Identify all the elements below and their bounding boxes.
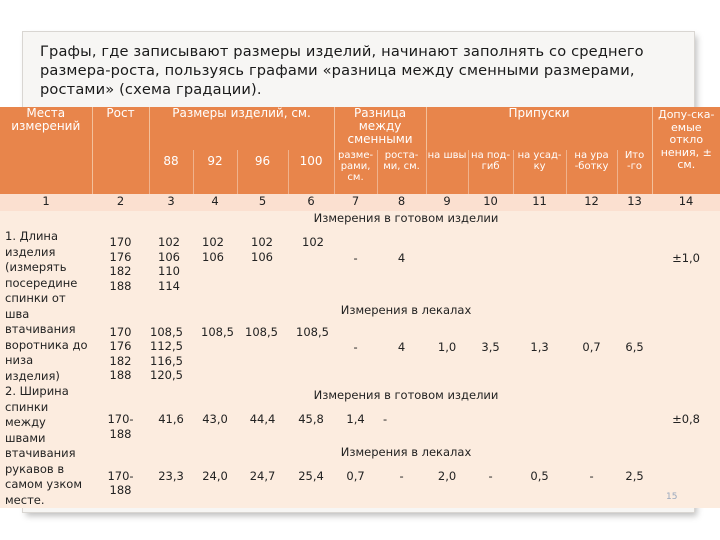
r4-tolerance bbox=[652, 465, 720, 508]
r3-size-88: 41,6 bbox=[149, 407, 193, 445]
r2-heights: 170 176 182 188 bbox=[92, 323, 149, 388]
r2-diff-sizes: - bbox=[334, 323, 377, 388]
r1-allow-shrink bbox=[513, 229, 566, 303]
col-number: 8 bbox=[377, 194, 426, 211]
col-number: 9 bbox=[426, 194, 468, 211]
header-tolerance: Допу-ска-емые откло нения, ± см. bbox=[652, 107, 720, 194]
r2-allow-trim: 0,7 bbox=[566, 323, 617, 388]
col-number: 1 bbox=[0, 194, 92, 211]
r1-tolerance: ±1,0 bbox=[652, 229, 720, 303]
col-number: 11 bbox=[513, 194, 566, 211]
r1-allow-total bbox=[617, 229, 652, 303]
r3-size-92: 43,0 bbox=[193, 407, 237, 445]
r1-allow-trim bbox=[566, 229, 617, 303]
col-number: 7 bbox=[334, 194, 377, 211]
r3-size-100: 45,8 bbox=[288, 407, 334, 445]
col-number: 10 bbox=[468, 194, 513, 211]
r1-diff-sizes: - bbox=[334, 229, 377, 303]
col-number: 12 bbox=[566, 194, 617, 211]
r4-allow-trim: - bbox=[566, 465, 617, 508]
r4-allow-total: 2,5 bbox=[617, 465, 652, 508]
header-allow-trim: на ура -ботку bbox=[566, 150, 617, 194]
r3-heights: 170- 188 bbox=[92, 407, 149, 445]
r4-allow-seams: 2,0 bbox=[426, 465, 468, 508]
col-number: 5 bbox=[237, 194, 288, 211]
r1-size-88: 102 106 110 114 bbox=[149, 229, 193, 303]
r3-allow-fold bbox=[468, 407, 513, 445]
band-patterns-1: Измерения в лекалах bbox=[92, 303, 720, 323]
col-number: 4 bbox=[193, 194, 237, 211]
r4-size-92: 24,0 bbox=[193, 465, 237, 508]
r1-allow-seams bbox=[426, 229, 468, 303]
header-diff-sizes: разме-рами, см. bbox=[334, 150, 377, 194]
r2-size-88: 108,5 112,5 116,5 120,5 bbox=[149, 323, 193, 388]
header-places: Места измерений bbox=[0, 107, 92, 194]
r2-size-92: 108,5 bbox=[193, 323, 237, 388]
header-allow-fold: на под-гиб bbox=[468, 150, 513, 194]
r2-allow-fold: 3,5 bbox=[468, 323, 513, 388]
col-number: 6 bbox=[288, 194, 334, 211]
measurements-table bbox=[0, 107, 720, 507]
r1-allow-fold bbox=[468, 229, 513, 303]
r3-allow-total bbox=[617, 407, 652, 445]
header-allowances: Припуски bbox=[426, 107, 652, 150]
item-2-label: 2. Ширина спинки между швами втачивания рукавов в самом узком месте. bbox=[5, 384, 82, 507]
r4-allow-fold: - bbox=[468, 465, 513, 508]
col-number: 14 bbox=[652, 194, 720, 211]
header-size-88: 88 bbox=[149, 150, 193, 194]
r2-size-100: 108,5 bbox=[288, 323, 334, 388]
header-height: Рост bbox=[92, 107, 149, 194]
r2-diff-heights: 4 bbox=[377, 323, 426, 388]
header-size-92: 92 bbox=[193, 150, 237, 194]
r4-size-100: 25,4 bbox=[288, 465, 334, 508]
header-diff-heights: роста-ми, см. bbox=[377, 150, 426, 194]
r3-allow-seams bbox=[426, 407, 468, 445]
r3-size-96: 44,4 bbox=[237, 407, 288, 445]
r2-allow-shrink: 1,3 bbox=[513, 323, 566, 388]
header-sizes: Размеры изделий, см. bbox=[149, 107, 334, 150]
r1-size-92: 102 106 bbox=[193, 229, 237, 303]
col-number: 2 bbox=[92, 194, 149, 211]
r3-tolerance: ±0,8 bbox=[652, 407, 720, 445]
r2-size-96: 108,5 bbox=[237, 323, 288, 388]
header-allow-total: Ито -го bbox=[617, 150, 652, 194]
r4-allow-shrink: 0,5 bbox=[513, 465, 566, 508]
r3-diff-heights: - bbox=[377, 407, 426, 445]
band-finished-2: Измерения в готовом изделии bbox=[92, 388, 720, 408]
band-patterns-2: Измерения в лекалах bbox=[92, 445, 720, 465]
header-size-100: 100 bbox=[288, 150, 334, 194]
r4-diff-heights: - bbox=[377, 465, 426, 508]
r1-size-96: 102 106 bbox=[237, 229, 288, 303]
r3-allow-trim bbox=[566, 407, 617, 445]
r4-size-96: 24,7 bbox=[237, 465, 288, 508]
r4-heights: 170- 188 bbox=[92, 465, 149, 508]
header-allow-seams: на швы bbox=[426, 150, 468, 194]
r4-size-88: 23,3 bbox=[149, 465, 193, 508]
col-number: 13 bbox=[617, 194, 652, 211]
header-allow-shrink: на усад-ку bbox=[513, 150, 566, 194]
r1-size-100: 102 bbox=[288, 229, 334, 303]
item-1-label: 1. Длина изделия (измерять посередине спинки от шва втачивания воротника до низа изделия) bbox=[5, 229, 88, 383]
r2-allow-seams: 1,0 bbox=[426, 323, 468, 388]
r3-allow-shrink bbox=[513, 407, 566, 445]
header-size-96: 96 bbox=[237, 150, 288, 194]
page-number: 15 bbox=[666, 492, 678, 502]
r2-tolerance bbox=[652, 323, 720, 388]
band-finished-1: Измерения в готовом изделии bbox=[92, 211, 720, 229]
intro-text: Графы, где записывают размеры изделий, начинают заполнять со среднего размера-роста, пользуясь графами «разница между сменными размерами, ростами» (схема градации). bbox=[40, 43, 644, 98]
measurement-places-cell bbox=[0, 211, 92, 508]
r4-diff-sizes: 0,7 bbox=[334, 465, 377, 508]
r2-allow-total: 6,5 bbox=[617, 323, 652, 388]
r1-diff-heights: 4 bbox=[377, 229, 426, 303]
r3-diff-sizes: 1,4 bbox=[334, 407, 377, 445]
r1-heights: 170 176 182 188 bbox=[92, 229, 149, 303]
header-difference: Разница между сменными bbox=[334, 107, 426, 150]
col-number: 3 bbox=[149, 194, 193, 211]
